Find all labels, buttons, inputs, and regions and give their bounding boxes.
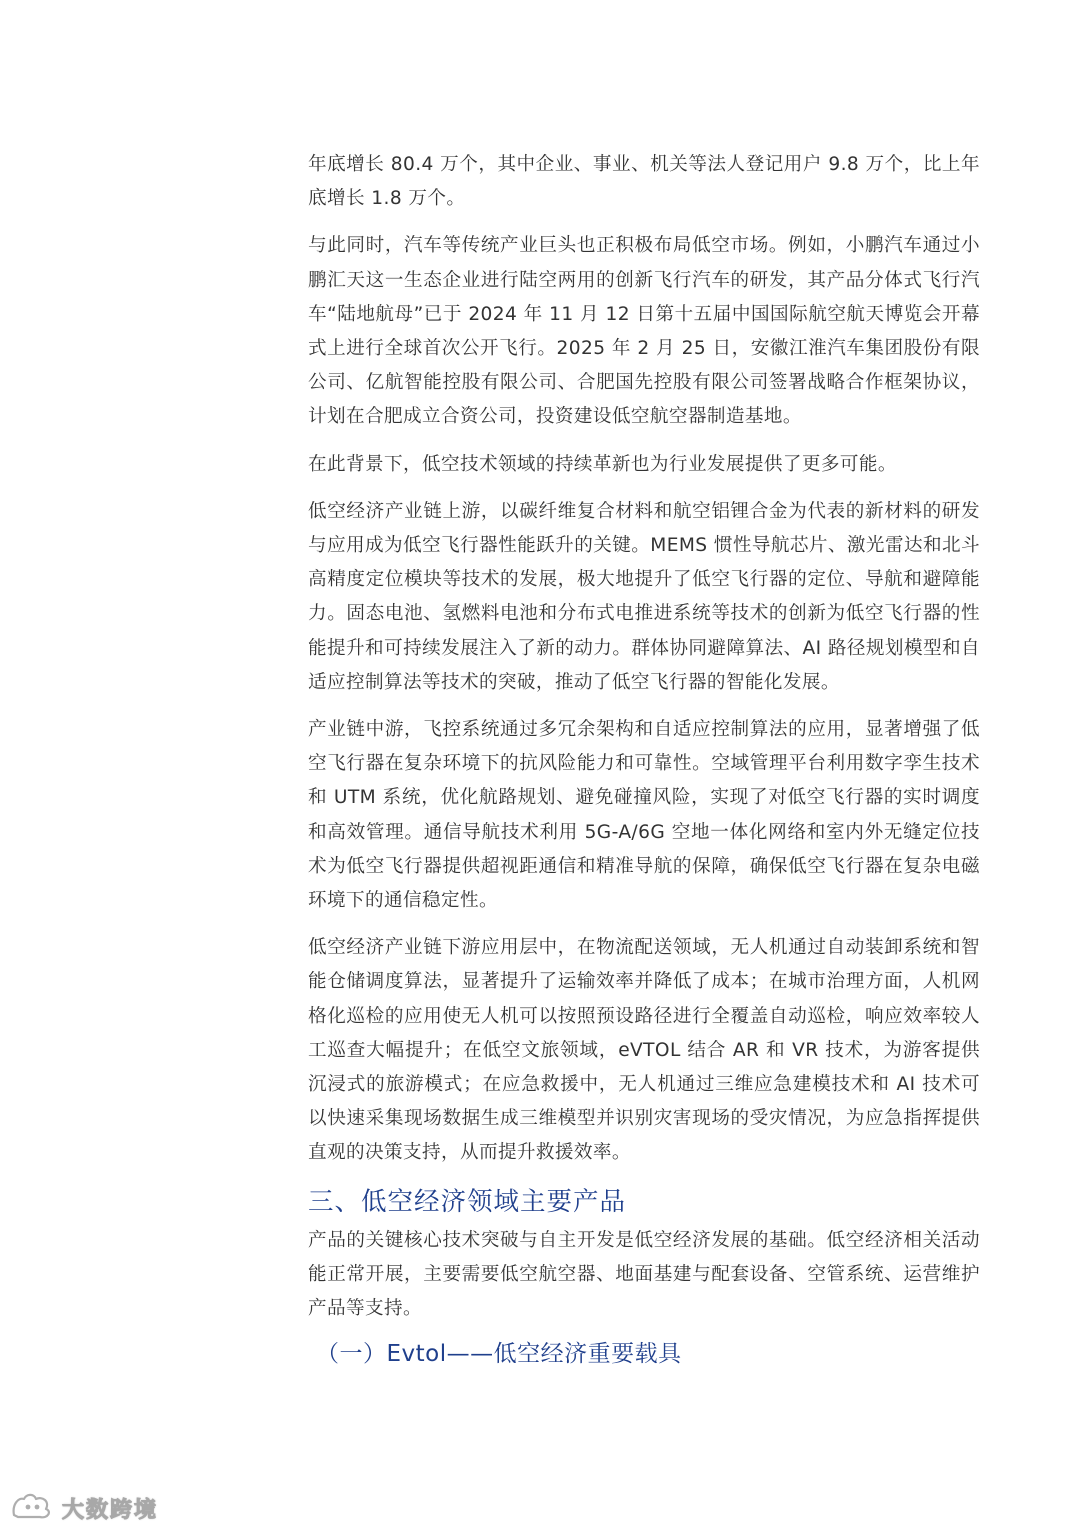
paragraph-midstream: 产业链中游，飞控系统通过多冗余架构和自适应控制算法的应用，显著增强了低空飞行器在复杂环境下的抗风险能力和可靠性。空域管理平台利用数字孪生技术和 UTM 系统，优化航路规划、避免碰撞风险，实现了对低空飞行器的实时调度和高效管理。通信导航技术利用 5G-A/6G 空地一体化网络和室内外无缝定位技术为低空飞行器提供超视距通信和精准导航的保障，确保低空飞行器在复杂电磁环境下的通信稳定性。 <box>308 719 980 912</box>
paragraph-tech-background: 在此背景下，低空技术领域的持续革新也为行业发展提供了更多可能。 <box>308 453 897 475</box>
watermark-text: 大数跨境 <box>62 1497 159 1523</box>
section-heading-main-products: 三、低空经济领域主要产品 <box>308 1186 627 1217</box>
watermark <box>10 1490 158 1526</box>
paragraph-upstream: 低空经济产业链上游，以碳纤维复合材料和航空铝锂合金为代表的新材料的研发与应用成为低空飞行器性能跃升的关键。MEMS 惯性导航芯片、激光雷达和北斗高精度定位模块等技术的发展，极大地提升了低空飞行器的定位、导航和避障能力。固态电池、氢燃料电池和分布式电推进系统等技术的创新为低空飞行器的性能提升和可持续发展注入了新的动力。群体协同避障算法、AI 路径规划模型和自适应控制算法等技术的突破，推动了低空飞行器的智能化发展。 <box>308 500 980 693</box>
paragraph-automakers: 与此同时，汽车等传统产业巨头也正积极布局低空市场。例如，小鹏汽车通过小鹏汇天这一生态企业进行陆空两用的创新飞行汽车的研发，其产品分体式飞行汽车“陆地航母”已于 2024 年 11 月 12 日第十五届中国国际航空航天博览会开幕式上进行全球首次公开飞行。2025 年 2 月 25 日，安徽江淮汽车集团股份有限公司、亿航智能控股有限公司、合肥国先控股有限公司签署战略合作框架协议，计划在合肥成立合资公司，投资建设低空航空器制造基地。 <box>308 235 980 428</box>
paragraph-products-intro: 产品的关键核心技术突破与自主开发是低空经济发展的基础。低空经济相关活动能正常开展，主要需要低空航空器、地面基建与配套设备、空管系统、运营维护产品等支持。 <box>308 1229 980 1320</box>
document-page <box>308 148 980 1371</box>
paragraph-downstream: 低空经济产业链下游应用层中，在物流配送领域，无人机通过自动装卸系统和智能仓储调度算法，显著提升了运输效率并降低了成本；在城市治理方面，人机网格化巡检的应用使无人机可以按照预设路径进行全覆盖自动巡检，响应效率较人工巡查大幅提升；在低空文旅领域，eVTOL 结合 AR 和 VR 技术，为游客提供沉浸式的旅游模式；在应急救援中，无人机通过三维应急建模技术和 AI 技术可以快速采集现场数据生成三维模型并识别灾害现场的受灾情况，为应急指挥提供直观的决策支持，从而提升救援效率。 <box>308 937 980 1164</box>
paragraph-user-growth: 年底增长 80.4 万个，其中企业、事业、机关等法人登记用户 9.8 万个，比上年底增长 1.8 万个。 <box>308 154 980 210</box>
watermark-logo-icon <box>10 1491 56 1525</box>
subsection-heading-evtol: （一）Evtol——低空经济重要载具 <box>316 1341 682 1368</box>
